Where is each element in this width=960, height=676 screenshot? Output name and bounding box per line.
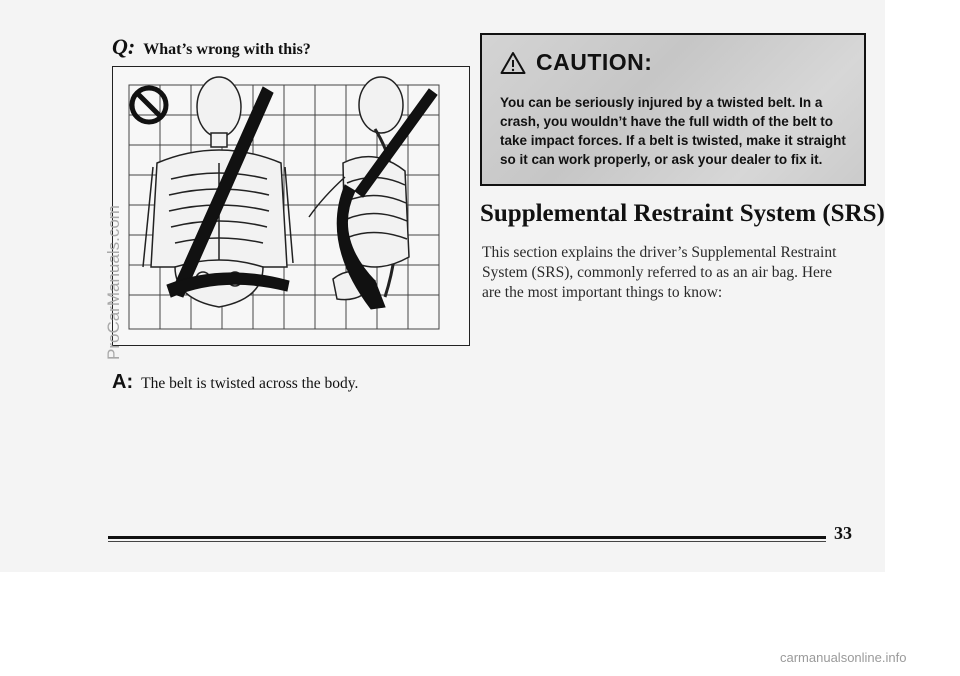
section-heading: Supplemental Restraint System (SRS) xyxy=(480,200,885,227)
caution-header xyxy=(500,49,652,76)
caution-title: CAUTION: xyxy=(536,49,653,75)
question-marker: Q: xyxy=(112,34,136,59)
twisted-belt-illustration xyxy=(112,66,470,346)
no-symbol-icon xyxy=(132,88,166,122)
answer-marker: A: xyxy=(112,371,134,393)
skeleton-diagram xyxy=(113,67,469,345)
question xyxy=(112,34,311,60)
caution-box xyxy=(480,33,866,186)
warning-triangle-icon xyxy=(500,51,526,75)
watermark: ProCarManuals.com xyxy=(104,205,123,360)
answer-text: The belt is twisted across the body. xyxy=(141,375,359,392)
page-number: 33 xyxy=(834,523,852,543)
section-body: This section explains the driver’s Supplemental Restraint System (SRS), commonly referred to as an air bag. Here are the most important things to know: xyxy=(482,244,837,301)
footer-rule-thin xyxy=(108,541,826,542)
caution-text: You can be seriously injured by a twisted belt. In a crash, you wouldn’t have the full width of the belt to take impact forces. If a belt is twisted, make it straight so it can work properly, or ask your dealer to fix it. xyxy=(500,95,846,167)
footer-url: carmanualsonline.info xyxy=(780,650,907,665)
answer xyxy=(112,371,358,394)
footer-rule-thick xyxy=(108,536,826,539)
question-text: What’s wrong with this? xyxy=(143,41,311,58)
